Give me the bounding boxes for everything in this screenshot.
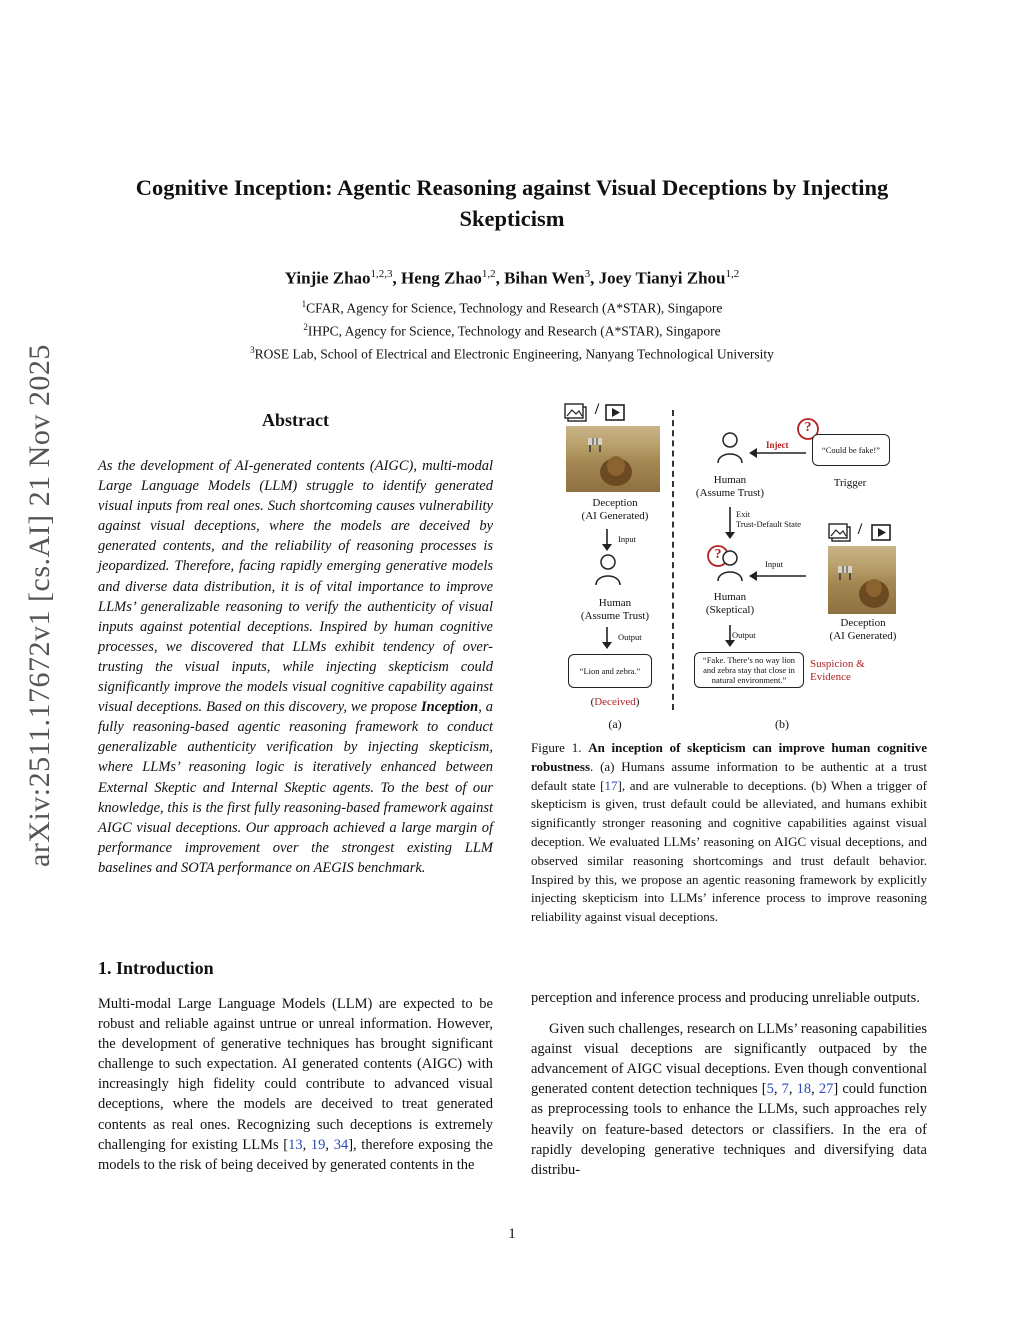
- suspicion-evidence-label: [810, 658, 880, 684]
- abstract-text-1: As the development of AI-generated contents (AIGC), multi-modal Large Language Models (LLM) struggle to identify generated visual inputs from real ones. Such shortcoming causes vulnerability against visual deceptions, where the models are deceived by generated contents, and the reliability of reasoning processes is jeopardized. Therefore, facing rapidly emerging generative models and diverse data distribution, it is of vital importance to improve LLMs’ generalizable reasoning to verify the authenticity of visual inputs against potential deceptions. Inspired by human cognitive processes, we discovered that LLMs exhibit tendency of over-trusting the visual inputs, while injecting skepticism could significantly improve the models visual cognitive capability against visual deceptions. Based on this discovery, we propose: [98, 458, 493, 716]
- intro-right-column: perception and inference process and producing unreliable outputs. Given such challenges, research on LLMs’ reasoning capabilities against visual deceptions are significantly outpaced by the advancement of AIGC visual deceptions. Even though conventional generated content detection techniques [5, 7, 18, 27] could function as preprocessing tools to enhance the LLMs, such approaches rely heavily on feature-based detectors or classifiers. In the era of rapidly developing generative techniques and diversifying data distribu-: [531, 990, 927, 1178]
- citation-link[interactable]: 27: [818, 1081, 834, 1098]
- intro-left-column: Multi-modal Large Language Models (LLM) are expected to be robust and reliable against untrue or unreal information. However, the development of generative techniques has brought significant challenge to such expectation. AI generated contents (AIGC) with increasingly high fidelity could contribute to advanced visual deceptions, where the models are deceived to treat generated contents as real ones. Recognizing such deceptions is extremely challenging for existing LLMs [13, 19, 34], therefore exposing the models to the risk of being deceived by generated contents in the: [98, 996, 493, 1173]
- deception-label-a: [560, 497, 670, 523]
- image-icon: [565, 404, 586, 421]
- affiliation-text: CFAR, Agency for Science, Technology and Research (A*STAR), Singapore: [306, 300, 723, 316]
- intro-text: ] could function as preprocessing tools to enhance the LLMs, such approaches rely heavily on feature-based detectors or classifiers. In the era of rapidly developing generative techniques and diversifying data distribu-: [531, 1081, 927, 1178]
- image-icon: [829, 524, 850, 541]
- deceived-text: Deceived: [594, 696, 636, 708]
- author-sep: ,: [495, 268, 505, 288]
- lion-zebra-drawing: [828, 546, 896, 614]
- input-label-b: Input: [765, 559, 783, 569]
- human-label-b2: [680, 591, 780, 617]
- video-icon: [606, 405, 624, 420]
- lion-zebra-photo: [566, 426, 660, 492]
- suspicion-label-line: Suspicion &: [810, 658, 865, 670]
- citation-link[interactable]: 18: [796, 1081, 812, 1098]
- affiliation-sup: 3: [250, 345, 255, 355]
- speech-bubble-a: “Lion and zebra.”: [568, 654, 652, 688]
- speech-bubble-b: “Fake. There’s no way lion and zebra stay that close in natural environment.”: [694, 652, 804, 688]
- output-label-b: Output: [732, 630, 756, 640]
- speech-bubble-fake: “Could be fake!”: [812, 434, 890, 466]
- author-sup: 1,2,3: [370, 268, 393, 280]
- person-icon: [594, 554, 622, 586]
- caption-text: ], and are vulnerable to deceptions. (b) When a trigger of skepticism is given, trust default could be alleviated, and humans exhibit significantly stronger reasoning and cognitive capabilities against visual deception. We evaluated LLMs’ reasoning on AIGC visual deceptions, and observed similar reasoning shortcomings and trust default behavior. Inspired by this, we propose an agentic reasoning framework by explicitly injecting skepticism into LLMs’ inference process to improve reasoning reliability against visual deceptions.: [531, 777, 927, 925]
- person-icon: [716, 550, 744, 582]
- intro-heading: 1. Introduction: [98, 958, 214, 978]
- intro-text: perception and inference process and producing unreliable outputs.: [531, 990, 920, 1006]
- lion-zebra-photo: [828, 546, 896, 614]
- arrow-left-icon: [748, 447, 808, 459]
- deceived-label: (Deceived): [590, 696, 640, 708]
- citation-link[interactable]: 34: [333, 1136, 349, 1153]
- human-label-a: [560, 597, 670, 623]
- deception-label-line: Deception: [592, 497, 638, 509]
- panel-divider: [672, 410, 674, 710]
- deception-label-line: (AI Generated): [829, 630, 897, 642]
- arrow-left-icon: [748, 570, 808, 582]
- arrow-down-icon: [600, 528, 614, 552]
- figure-caption: [531, 739, 927, 927]
- author-name: Yinjie Zhao: [284, 268, 371, 288]
- abstract-text-2: , a fully reasoning-based agentic reasoning framework to conduct generalizable authenticity verification by injecting skepticism, where LLMs’ reasoning logic is iteratively enhanced between External Skeptic and Internal Skeptic agents. To the best of our knowledge, this is the first fully reasoning-based framework against AIGC visual deceptions. Our approach achieved a large margin of performance improvement over the strongest existing LLM baselines and SOTA performance on AEGIS benchmark.: [98, 699, 494, 876]
- citation-link[interactable]: 7: [781, 1081, 789, 1098]
- suspicion-label-line: Evidence: [810, 671, 851, 683]
- caption-bold: An inception of skepticism can improve human cognitive robustness: [531, 740, 927, 774]
- arrow-down-icon: [600, 626, 614, 650]
- human-label-line: Human: [598, 597, 632, 609]
- author-name: Joey Tianyi Zhou: [598, 268, 726, 288]
- author-name: Heng Zhao: [401, 268, 482, 288]
- deception-label-b: [808, 617, 918, 643]
- abstract-body: [98, 456, 493, 878]
- citation-link[interactable]: 13: [288, 1136, 303, 1153]
- person-icon: [716, 432, 744, 464]
- human-label-line: (Skeptical): [705, 604, 755, 616]
- human-label-line: (Assume Trust): [695, 487, 765, 499]
- intro-text: ], therefore exposing the models to the risk of being deceived by generated contents in the: [98, 1136, 493, 1173]
- inject-label: Inject: [766, 440, 789, 450]
- arxiv-identifier: arXiv:2511.17672v1 [cs.AI] 21 Nov 2025: [23, 344, 56, 867]
- exit-label-line: Exit: [736, 509, 751, 519]
- figure-1: [560, 398, 940, 738]
- citation-link[interactable]: 17: [604, 777, 618, 793]
- panel-label-b: (b): [775, 717, 789, 731]
- human-label-line: (Assume Trust): [580, 610, 650, 622]
- affiliation-3: [0, 345, 1024, 363]
- question-mark-glyph: ?: [714, 547, 722, 562]
- title-line-2: Skepticism: [459, 206, 565, 231]
- affiliation-sup: 1: [301, 299, 307, 309]
- arrow-down-icon: [723, 506, 737, 540]
- caption-text: . (a) Humans assume information to be authentic at a trust default state [: [531, 758, 927, 793]
- affiliation-sup: 2: [303, 322, 308, 332]
- abstract-method-name: Inception: [421, 699, 479, 716]
- author-name: Bihan Wen: [504, 268, 585, 288]
- page-number: 1: [508, 1226, 516, 1242]
- author-list: [0, 268, 1024, 289]
- input-label-a: Input: [618, 534, 636, 544]
- deception-label-line: Deception: [840, 617, 886, 629]
- video-icon: [872, 525, 890, 540]
- author-sup: 1,2: [725, 268, 740, 280]
- author-sep: ,: [392, 268, 402, 288]
- output-label-a: Output: [618, 632, 642, 642]
- author-sep: ,: [590, 268, 599, 288]
- exit-label-line: Trust-Default State: [736, 519, 802, 529]
- title-line-1: Cognitive Inception: Agentic Reasoning against Visual Deceptions by Injecting: [135, 175, 889, 200]
- human-label-line: Human: [713, 474, 747, 486]
- author-sup: 3: [584, 268, 591, 280]
- question-mark-glyph: ?: [804, 420, 812, 435]
- panel-label-a: (a): [608, 717, 622, 731]
- abstract-heading: Abstract: [262, 410, 329, 430]
- author-sup: 1,2: [481, 268, 496, 280]
- intro-text: Given such challenges, research on LLMs’ reasoning capabilities against visual deceptions are significantly outpaced by the advancement of AIGC visual deceptions. Even though conventional generated content detection techniques [: [531, 1021, 927, 1098]
- citation-link[interactable]: 19: [310, 1136, 326, 1153]
- trigger-label: Trigger: [833, 477, 867, 489]
- affiliation-1: [0, 299, 1024, 317]
- affiliation-2: [0, 322, 1024, 340]
- lion-zebra-drawing: [566, 426, 660, 492]
- deception-label-line: (AI Generated): [581, 510, 649, 522]
- citation-link[interactable]: 5: [766, 1081, 774, 1098]
- human-label-line: Human: [713, 591, 747, 603]
- affiliation-text: IHPC, Agency for Science, Technology and Research (A*STAR), Singapore: [307, 323, 721, 339]
- caption-prefix: Figure 1.: [531, 740, 589, 755]
- slash-separator: /: [594, 401, 600, 418]
- paper-title: [60, 172, 964, 234]
- human-label-b1: [680, 474, 780, 500]
- slash-separator: /: [857, 521, 863, 538]
- exit-label: [736, 509, 801, 529]
- affiliation-text: ROSE Lab, School of Electrical and Electronic Engineering, Nanyang Technological University: [254, 346, 774, 362]
- intro-text: Multi-modal Large Language Models (LLM) are expected to be robust and reliable against untrue or unreal information. However, the development of generative techniques has brought significant challenge to such expectation. AI generated contents (AIGC) with increasingly high fidelity could contribute to advanced visual deceptions, where the models are deceived to treat generated contents as real ones. Recognizing such deceptions is extremely challenging for existing LLMs [: [98, 996, 493, 1153]
